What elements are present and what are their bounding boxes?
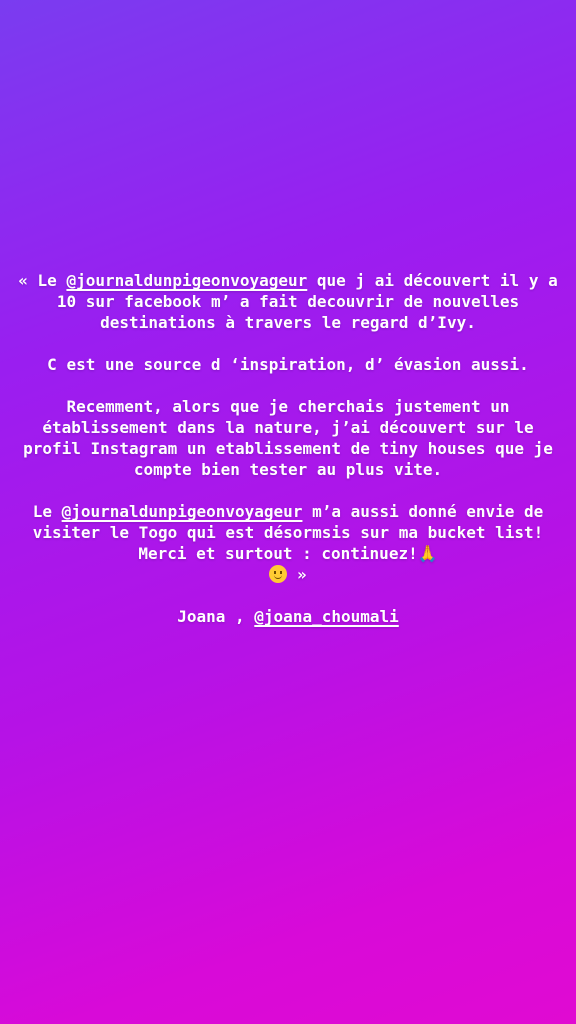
paragraph-togo: [18, 501, 558, 585]
togo-close-text: »: [287, 565, 307, 584]
mention-journaldunpigeonvoyageur-2[interactable]: @journaldunpigeonvoyageur: [61, 502, 303, 521]
paragraph-inspiration: C est une source d ‘inspiration, d’ évasion aussi.: [47, 355, 529, 374]
signature-name: Joana ,: [177, 607, 255, 626]
story-text-block: [18, 270, 558, 648]
intro-rest-text: que j ai découvert il y a 10 sur facebook m’ a fait decouvrir de nouvelles destinations à travers le regard d’Ivy.: [56, 271, 558, 332]
signature: [18, 606, 558, 627]
smiling-face-icon: [269, 565, 287, 583]
paragraph-intro: [18, 270, 558, 333]
mention-joana-choumali[interactable]: @joana_choumali: [254, 607, 399, 626]
togo-rest-text: m’a aussi donné envie de visiter le Togo qui est désormsis sur ma bucket list! Merci et surtout : continuez!: [32, 502, 544, 563]
intro-open-text: « Le: [18, 271, 67, 290]
mention-journaldunpigeonvoyageur[interactable]: @journaldunpigeonvoyageur: [66, 271, 308, 290]
togo-open-text: Le: [32, 502, 62, 521]
paragraph-tiny-houses: Recemment, alors que je cherchais justement un établissement dans la nature, j’ai découvert sur le profil Instagram un etablissement de tiny houses que je compte bien tester au plus vite.: [23, 397, 553, 479]
praying-hands-icon: 🙏: [417, 544, 438, 563]
